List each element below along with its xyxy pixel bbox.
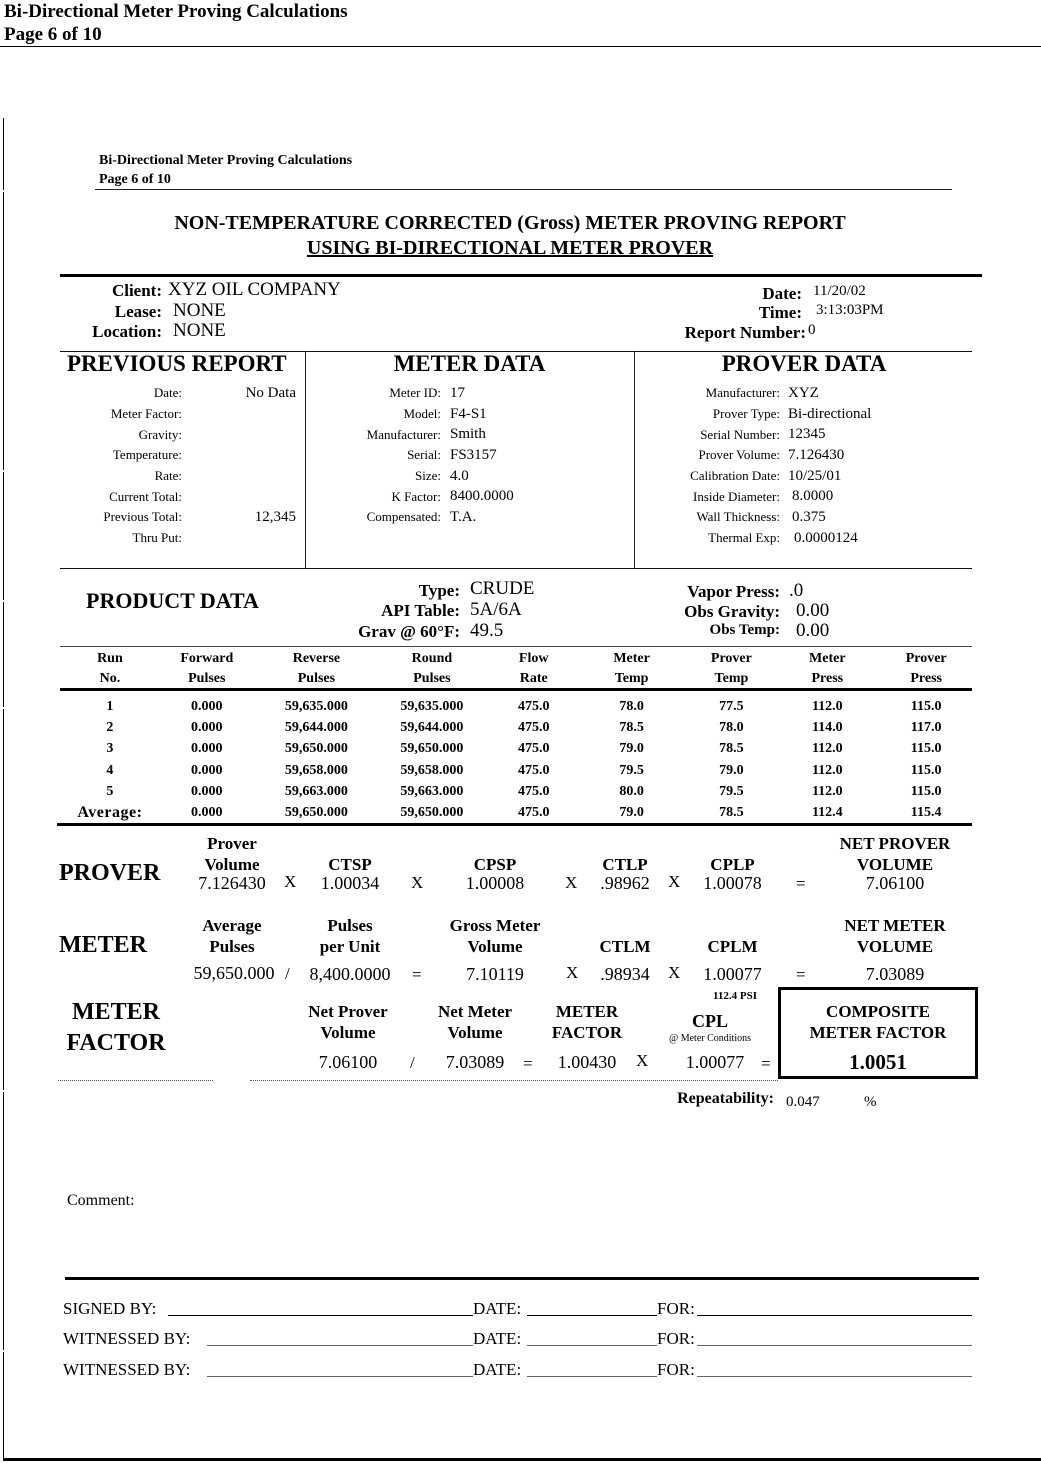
cpl-value: 1.00077 bbox=[685, 1052, 745, 1072]
report-title: NON-TEMPERATURE CORRECTED (Gross) METER PROVING REPORT bbox=[174, 212, 846, 234]
cplm-label: CPLM bbox=[707, 937, 758, 956]
meter-factor-label: METER FACTOR bbox=[551, 1002, 623, 1042]
runs-table bbox=[60, 649, 980, 824]
cpsp-label: CPSP bbox=[473, 855, 517, 874]
net-meter-volume-label: NET METER VOLUME bbox=[844, 916, 946, 956]
col-header-flow: Flow Rate bbox=[518, 651, 549, 686]
document-page-number: Page 6 of 10 bbox=[4, 24, 102, 45]
ctlp-label: CTLP bbox=[602, 855, 648, 874]
api-table-value: 5A/6A bbox=[470, 599, 522, 620]
scan-artifact bbox=[0, 600, 4, 602]
col-header-forward: Forward Pulses bbox=[180, 651, 234, 686]
field-value: 17 bbox=[450, 384, 465, 401]
time-value: 3:13:03PM bbox=[816, 302, 884, 318]
date-label: DATE: bbox=[473, 1329, 522, 1348]
vapor-press-label: Vapor Press: bbox=[687, 582, 780, 601]
date-field[interactable] bbox=[527, 1345, 657, 1346]
table-row: 1 0.000 59,635.000 59,635.000 475.0 78.0 77.5 112.0 115.0 bbox=[106, 698, 942, 714]
field-value: Bi-directional bbox=[788, 405, 872, 422]
field-label: Wall Thickness: bbox=[696, 509, 780, 525]
field-row bbox=[60, 486, 300, 507]
comment-field[interactable] bbox=[92, 1210, 972, 1270]
divider bbox=[60, 274, 982, 277]
equals-operator: = bbox=[761, 1054, 771, 1073]
repeatability-value: 0.047 bbox=[786, 1094, 820, 1110]
signed-by-label: SIGNED BY: bbox=[63, 1298, 157, 1318]
meter-factor-calc-heading: METER FACTOR bbox=[66, 999, 166, 1056]
scan-artifact bbox=[0, 470, 4, 472]
field-value: No Data bbox=[245, 384, 296, 401]
col-header-prover-press: Prover Press bbox=[905, 651, 947, 686]
field-value: 7.126430 bbox=[788, 446, 845, 463]
obs-gravity-value: 0.00 bbox=[796, 600, 830, 621]
witnessed-by-field[interactable] bbox=[207, 1345, 473, 1346]
field-row bbox=[305, 466, 634, 487]
field-row bbox=[634, 404, 979, 425]
multiply-operator: X bbox=[565, 873, 578, 892]
meter-data-heading: METER DATA bbox=[393, 351, 546, 376]
field-value: XYZ bbox=[788, 384, 819, 401]
cpl-sublabel: @ Meter Conditions bbox=[669, 1033, 751, 1044]
net-prover-volume-value: 7.06100 bbox=[865, 873, 925, 893]
net-prover-volume-label: Net Prover Volume bbox=[308, 1002, 388, 1042]
net-meter-volume-value: 7.03089 bbox=[865, 964, 925, 984]
col-header-meter-temp: Meter Temp bbox=[613, 651, 650, 686]
field-label: Thru Put: bbox=[132, 530, 182, 546]
equals-operator: = bbox=[796, 874, 806, 893]
field-value: FS3157 bbox=[450, 446, 497, 463]
for-label: FOR: bbox=[657, 1329, 695, 1348]
pulses-per-unit-label: Pulses per Unit bbox=[319, 916, 381, 956]
report-number-value: 0 bbox=[808, 322, 816, 338]
runs-table-header bbox=[60, 649, 980, 689]
net-prover-volume-value: 7.06100 bbox=[318, 1052, 378, 1072]
field-label: Prover Type: bbox=[712, 406, 780, 422]
divider bbox=[250, 1080, 778, 1081]
field-label: Manufacturer: bbox=[366, 426, 441, 442]
scanned-title: Bi-Directional Meter Proving Calculations bbox=[99, 153, 353, 168]
table-row: 2 0.000 59,644.000 59,644.000 475.0 78.5 78.0 114.0 117.0 bbox=[106, 719, 942, 735]
multiply-operator: X bbox=[668, 963, 681, 982]
field-row bbox=[634, 507, 979, 528]
signature-row bbox=[63, 1288, 983, 1319]
scan-artifact bbox=[0, 1350, 4, 1352]
pulses-per-unit-value: 8,400.0000 bbox=[309, 964, 391, 984]
date-label: DATE: bbox=[473, 1359, 522, 1379]
field-label: Model: bbox=[403, 406, 441, 422]
scan-artifact bbox=[0, 707, 4, 709]
meter-calc-heading: METER bbox=[59, 932, 148, 958]
location-value: NONE bbox=[173, 320, 226, 341]
witnessed-by-field[interactable] bbox=[207, 1376, 473, 1377]
composite-meter-factor-box bbox=[778, 987, 978, 1079]
scan-artifact bbox=[0, 190, 4, 192]
field-row bbox=[60, 528, 300, 549]
obs-gravity-label: Obs Gravity: bbox=[684, 602, 780, 621]
cpsp-value: 1.00008 bbox=[465, 873, 525, 893]
field-row bbox=[634, 486, 979, 507]
lease-label: Lease: bbox=[114, 302, 162, 321]
divider bbox=[58, 1080, 213, 1081]
field-row bbox=[60, 404, 300, 425]
field-value: Smith bbox=[450, 426, 486, 443]
field-value: 8.0000 bbox=[792, 488, 834, 505]
prover-volume-label: Prover Volume bbox=[204, 834, 260, 874]
field-label: Previous Total: bbox=[103, 509, 182, 525]
composite-meter-factor-value: 1.0051 bbox=[849, 1050, 907, 1074]
field-row bbox=[634, 528, 979, 549]
divider bbox=[57, 823, 972, 826]
type-label: Type: bbox=[418, 581, 460, 600]
gross-meter-volume-label: Gross Meter Volume bbox=[449, 916, 541, 956]
product-data-heading: PRODUCT DATA bbox=[86, 588, 259, 613]
field-row bbox=[305, 507, 634, 528]
prover-data-heading: PROVER DATA bbox=[721, 351, 887, 376]
ctsp-value: 1.00034 bbox=[320, 873, 380, 893]
for-label: FOR: bbox=[657, 1298, 695, 1318]
gross-meter-volume-value: 7.10119 bbox=[466, 964, 524, 984]
divider bbox=[60, 568, 972, 569]
field-label: Rate: bbox=[154, 468, 182, 484]
divider bbox=[65, 1277, 979, 1280]
document-title: Bi-Directional Meter Proving Calculations bbox=[4, 1, 348, 22]
average-pulses-value: 59,650.000 bbox=[193, 963, 275, 983]
table-row: 4 0.000 59,658.000 59,658.000 475.0 79.5 79.0 112.0 115.0 bbox=[106, 762, 942, 778]
divider bbox=[60, 646, 972, 647]
field-row bbox=[60, 445, 300, 466]
field-label: Calibration Date: bbox=[690, 468, 780, 484]
field-row bbox=[60, 383, 300, 404]
field-label: Serial: bbox=[407, 447, 441, 463]
repeatability-unit: % bbox=[864, 1094, 877, 1110]
api-table-label: API Table: bbox=[381, 601, 460, 620]
field-row bbox=[634, 383, 979, 404]
divide-operator: / bbox=[285, 964, 290, 983]
field-label: Manufacturer: bbox=[705, 385, 780, 401]
field-value: T.A. bbox=[450, 508, 477, 525]
cpl-label: CPL bbox=[692, 1011, 728, 1031]
cplp-value: 1.00078 bbox=[703, 873, 762, 893]
prover-volume-value: 7.126430 bbox=[198, 873, 266, 893]
average-pulses-label: Average Pulses bbox=[202, 916, 262, 956]
field-label: Prover Volume: bbox=[698, 447, 780, 463]
ctlm-label: CTLM bbox=[599, 937, 651, 956]
col-header-reverse: Reverse Pulses bbox=[292, 651, 341, 686]
multiply-operator: X bbox=[668, 872, 681, 891]
prover-data-fields bbox=[634, 383, 979, 549]
net-prover-volume-label: NET PROVER VOLUME bbox=[839, 834, 951, 874]
net-meter-volume-value: 7.03089 bbox=[445, 1052, 505, 1072]
field-row bbox=[305, 486, 634, 507]
vapor-press-value: .0 bbox=[789, 580, 804, 601]
cpl-psi-label: 112.4 PSI bbox=[712, 990, 757, 1002]
field-value: 12,345 bbox=[254, 508, 296, 525]
multiply-operator: X bbox=[411, 873, 424, 892]
cplm-value: 1.00077 bbox=[703, 964, 762, 984]
witnessed-by-label: WITNESSED BY: bbox=[63, 1359, 191, 1379]
multiply-operator: X bbox=[284, 872, 297, 891]
signature-row bbox=[63, 1319, 983, 1350]
prover-calc-heading: PROVER bbox=[59, 860, 161, 886]
field-row bbox=[60, 507, 300, 528]
field-label: Meter Factor: bbox=[110, 406, 182, 422]
client-label: Client: bbox=[111, 281, 162, 300]
signed-by-field[interactable] bbox=[168, 1315, 473, 1316]
col-header-run: Run No. bbox=[97, 651, 123, 686]
field-value: 0.375 bbox=[792, 508, 826, 525]
comment-label: Comment: bbox=[67, 1192, 135, 1209]
field-label: Serial Number: bbox=[700, 426, 780, 442]
equals-operator: = bbox=[796, 965, 806, 984]
composite-meter-factor-label: COMPOSITE METER FACTOR bbox=[809, 1002, 947, 1042]
field-value: 10/25/01 bbox=[788, 467, 842, 484]
table-row: 3 0.000 59,650.000 59,650.000 475.0 79.0 78.5 112.0 115.0 bbox=[106, 741, 942, 757]
meter-data-fields bbox=[305, 383, 634, 528]
field-value: 8400.0000 bbox=[450, 488, 514, 505]
field-value: F4-S1 bbox=[450, 405, 487, 422]
for-field[interactable] bbox=[697, 1376, 972, 1377]
scanned-page-number: Page 6 of 10 bbox=[99, 172, 171, 187]
for-label: FOR: bbox=[657, 1359, 695, 1379]
multiply-operator: X bbox=[566, 963, 579, 982]
grav-value: 49.5 bbox=[470, 620, 504, 641]
previous-report-heading: PREVIOUS REPORT bbox=[67, 351, 287, 376]
report-number-label: Report Number: bbox=[684, 323, 806, 342]
field-label: Gravity: bbox=[138, 426, 182, 442]
time-label: Time: bbox=[758, 303, 802, 322]
witnessed-by-label: WITNESSED BY: bbox=[63, 1329, 191, 1348]
field-row bbox=[305, 383, 634, 404]
divide-operator: / bbox=[410, 1053, 415, 1072]
field-label: Current Total: bbox=[109, 488, 182, 504]
date-value: 11/20/02 bbox=[813, 283, 866, 299]
header-divider bbox=[0, 46, 1041, 47]
location-label: Location: bbox=[92, 322, 162, 341]
field-row bbox=[634, 466, 979, 487]
scan-bottom-border bbox=[3, 1458, 1041, 1461]
previous-report-fields bbox=[60, 383, 300, 549]
ctlm-value: .98934 bbox=[600, 964, 650, 984]
field-row bbox=[305, 445, 634, 466]
client-value: XYZ OIL COMPANY bbox=[168, 279, 341, 300]
scan-left-border bbox=[3, 118, 4, 1458]
date-field[interactable] bbox=[527, 1315, 657, 1316]
field-value: 12345 bbox=[788, 426, 826, 443]
date-label: Date: bbox=[762, 284, 802, 303]
field-row bbox=[305, 424, 634, 445]
ctlp-value: .98962 bbox=[600, 873, 650, 893]
cplp-label: CPLP bbox=[710, 855, 755, 874]
meter-factor-value: 1.00430 bbox=[557, 1052, 617, 1072]
date-field[interactable] bbox=[527, 1376, 657, 1377]
field-row bbox=[60, 466, 300, 487]
field-row bbox=[634, 445, 979, 466]
table-row: 5 0.000 59,663.000 59,663.000 475.0 80.0 79.5 112.0 115.0 bbox=[106, 783, 942, 799]
field-row bbox=[634, 424, 979, 445]
field-row bbox=[305, 404, 634, 425]
field-label: Meter ID: bbox=[389, 385, 441, 401]
repeatability-label: Repeatability: bbox=[677, 1090, 774, 1107]
lease-value: NONE bbox=[173, 300, 226, 321]
field-value: 4.0 bbox=[450, 467, 469, 484]
document-header bbox=[4, 0, 348, 46]
scan-artifact bbox=[0, 1090, 4, 1092]
col-header-meter-press: Meter Press bbox=[809, 651, 846, 686]
multiply-operator: X bbox=[636, 1051, 649, 1070]
equals-operator: = bbox=[412, 965, 422, 984]
type-value: CRUDE bbox=[470, 578, 535, 599]
net-meter-volume-label: Net Meter Volume bbox=[437, 1002, 513, 1042]
field-label: Date: bbox=[153, 385, 182, 401]
obs-temp-value: 0.00 bbox=[796, 620, 830, 641]
field-label: K Factor: bbox=[391, 488, 441, 504]
date-label: DATE: bbox=[473, 1298, 522, 1318]
obs-temp-label: Obs Temp: bbox=[709, 622, 780, 638]
table-row-average: Average: 0.000 59,650.000 59,650.000 475.0 79.0 78.5 112.4 115.4 bbox=[77, 804, 942, 822]
scanned-header-divider bbox=[95, 189, 952, 190]
col-header-prover-temp: Prover Temp bbox=[710, 651, 752, 686]
signature-row bbox=[63, 1349, 983, 1380]
report-subtitle bbox=[0, 237, 1020, 260]
for-field[interactable] bbox=[697, 1345, 972, 1346]
field-label: Inside Diameter: bbox=[693, 488, 780, 504]
for-field[interactable] bbox=[697, 1315, 972, 1316]
field-label: Thermal Exp: bbox=[708, 530, 780, 546]
field-label: Compensated: bbox=[366, 509, 441, 525]
scanned-header bbox=[99, 151, 352, 189]
report-subtitle-text: USING BI-DIRECTIONAL METER PROVER bbox=[306, 237, 714, 259]
grav-label: Grav @ 60°F: bbox=[358, 622, 460, 641]
field-row bbox=[60, 424, 300, 445]
ctsp-label: CTSP bbox=[328, 855, 372, 874]
col-header-round: Round Pulses bbox=[411, 651, 453, 686]
field-value: 0.0000124 bbox=[794, 529, 858, 546]
signature-block bbox=[63, 1288, 983, 1380]
field-label: Size: bbox=[415, 468, 441, 484]
field-label: Temperature: bbox=[112, 447, 182, 463]
equals-operator: = bbox=[523, 1054, 533, 1073]
